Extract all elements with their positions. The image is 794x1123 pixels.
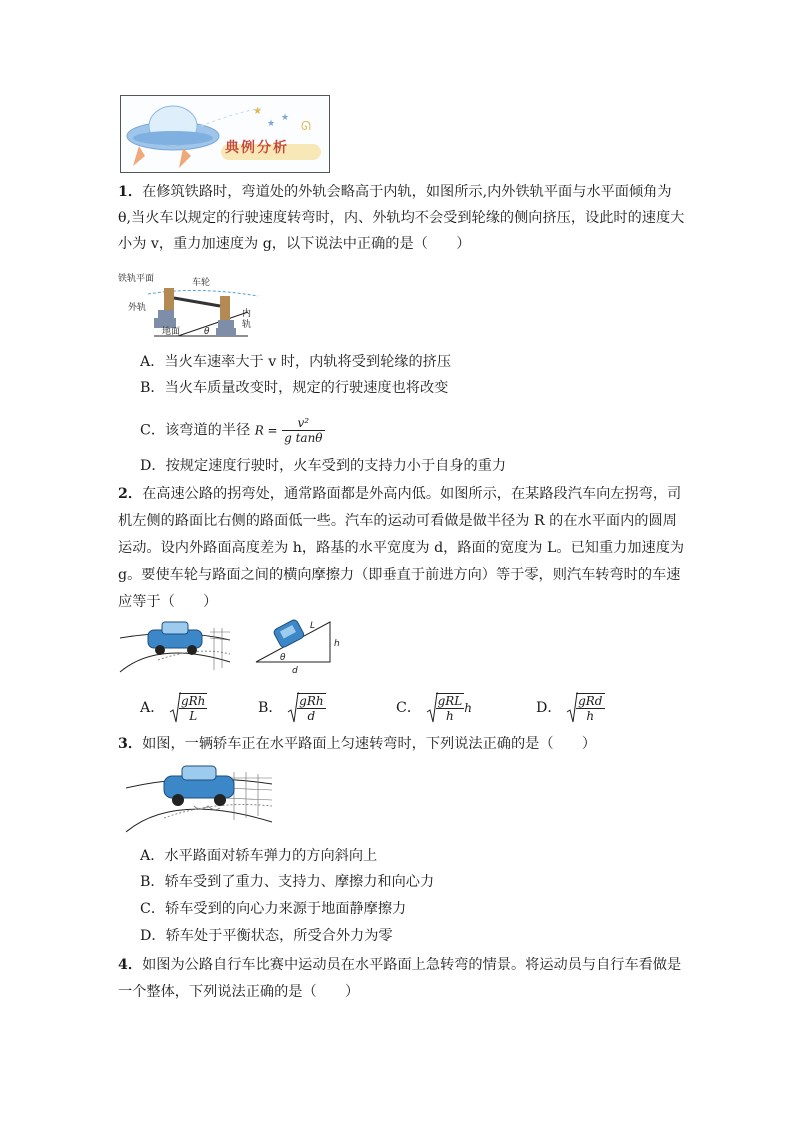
label-angle: θ [204,327,210,337]
q3-option-d: D．轿车处于平衡状态，所受合外力为零 [140,928,393,944]
q3-option-c: C．轿车受到的向心力来源于地面静摩擦力 [140,901,407,917]
q4-line-1: 4．如图为公路自行车比赛中运动员在水平路面上急转弯的情景。将运动员与自行车看做是 [118,957,682,973]
svg-text:ᘏ: ᘏ [301,119,311,133]
q2-incline-figure [254,616,354,674]
q3-line-1: 3．如图，一辆轿车正在水平路面上匀速转弯时，下列说法正确的是（ ） [118,736,597,752]
label-ground: 地面 [162,327,181,337]
q2-line-4: g。要使车轮与路面之间的横向摩擦力（即垂直于前进方向）等于零，则汽车转弯时的车速 [118,567,681,583]
label-outer-rail: 外轨 [128,303,147,313]
q2-line-2: 机左侧的路面比右侧的路面低一些。汽车的运动可看做是做半径为 R 的在水平面内的圆周 [118,513,677,529]
q2-line-5: 应等于（ ） [118,594,218,610]
q1-rail-figure [118,266,268,342]
q1-line-2: θ,当火车以规定的行驶速度转弯时，内、外轨均不会受到轮缘的侧向挤压，设此时的速度大 [118,210,685,226]
q2-option-c: C． $\frac{\text{gRL}}{h}$ h [396,694,472,723]
label-wheel: 车轮 [192,278,211,288]
q3-option-a: A．水平路面对轿车弹力的方向斜向上 [140,848,378,864]
q3-car-figure [124,762,274,834]
q2-car-road-figure [118,620,234,674]
svg-text:★: ★ [267,119,276,129]
q2-line-3: 运动。设内外路面高度差为 h，路基的水平宽度为 d，路面的宽度为 L。已知重力加速度为 [118,540,685,556]
q2-option-b: B． $\frac{\text{gRh}}{d}$ [258,694,324,723]
label-inner-rail-1: 内 [242,309,252,319]
q4-line-2: 一个整体，下列说法正确的是（ ） [118,984,360,1000]
radius-formula: $\frac{\text{v²}}{\text{g tanθ}}$ [284,416,323,445]
q2-option-a: A． $\frac{\text{gRh}}{L}$ [140,694,206,723]
label-L: L [310,621,316,631]
q1-line-1: 1．在修筑铁路时，弯道处的外轨会略高于内轨，如图所示,内外铁轨平面与水平面倾角为 [118,184,672,200]
svg-text:★: ★ [253,106,262,117]
label-theta: θ [280,653,286,663]
label-d: d [292,666,298,674]
q1-option-a: A．当火车速率大于 v 时，内轨将受到轮缘的挤压 [140,354,452,370]
q2-option-d: D． $\frac{\text{gRd}}{h}$ [536,694,603,723]
label-h: h [334,639,340,649]
ufo-icon [121,96,329,172]
label-rail-plane: 铁轨平面 [118,274,155,284]
section-banner [120,95,330,173]
q1-line-3: 小为 v，重力加速度为 g，以下说法中正确的是（ ） [118,236,471,252]
q1-option-b: B．当火车质量改变时，规定的行驶速度也将改变 [140,380,449,396]
q3-option-b: B．轿车受到了重力、支持力、摩擦力和向心力 [140,874,435,890]
label-inner-rail-2: 轨 [242,320,252,330]
banner-title: 典例分析 [225,140,289,156]
svg-text:★: ★ [281,113,290,123]
q1-option-c: C．该弯道的半径 R = $\frac{\text{v²}}{\text{g tanθ}}$ [140,416,323,445]
q1-option-d: D．按规定速度行驶时，火车受到的支持力小于自身的重力 [140,458,507,474]
q2-line-1: 2．在高速公路的拐弯处，通常路面都是外高内低。如图所示，在某路段汽车向左拐弯，司 [118,486,682,502]
